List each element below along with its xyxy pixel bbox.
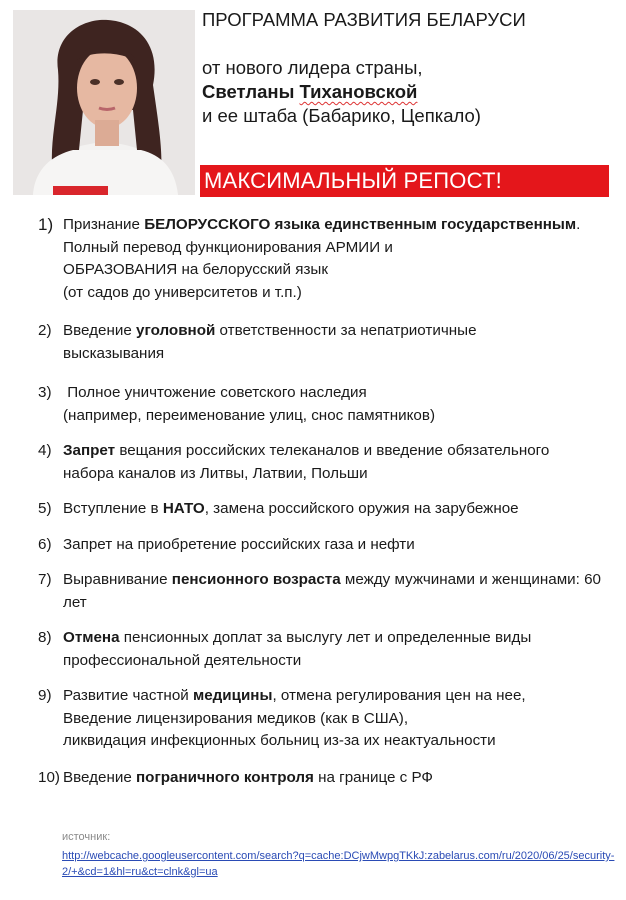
item-number: 9) xyxy=(38,687,52,704)
item-detail: (от садов до университетов и т.п.) xyxy=(63,283,302,301)
list-item xyxy=(38,534,623,557)
item-text: Запрет вещания российских телеканалов и введение обязательного набора каналов из Литвы, Латвии, Польши xyxy=(63,442,550,482)
item-detail: Введение лицензирования медиков (как в США), xyxy=(63,709,409,727)
item-detail: (например, переименование улиц, снос памятников) xyxy=(63,406,436,424)
list-item xyxy=(38,382,623,427)
list-item xyxy=(38,767,623,790)
subtitle-line3: и ее штаба (Бабарико, Цепкало) xyxy=(202,105,481,126)
item-text: Запрет на приобретение российских газа и нефти xyxy=(63,535,415,553)
item-number: 6) xyxy=(38,535,52,553)
portrait-photo xyxy=(13,10,195,195)
item-number: 8) xyxy=(38,629,52,646)
program-list xyxy=(38,214,623,789)
portrait-illustration xyxy=(13,10,195,195)
leader-last-name: Тихановской xyxy=(299,81,418,102)
list-item xyxy=(38,320,623,365)
item-text: Вступление в НАТО, замена российского оружия на зарубежное xyxy=(63,500,519,517)
source-link[interactable]: http://webcache.googleusercontent.com/search?q=cache:DCjwMwpgTKkJ:zabelarus.com/ru/2020/06/25/security-2/+&cd=1&hl=ru&ct=clnk&gl=ua xyxy=(62,850,615,878)
page-title: ПРОГРАММА РАЗВИТИЯ БЕЛАРУСИ xyxy=(202,9,526,30)
item-text: Отмена пенсионных доплат за выслугу лет и определенные виды профессиональной деятельности xyxy=(63,629,532,669)
item-number: 2) xyxy=(38,322,52,339)
repost-banner: МАКСИМАЛЬНЫЙ РЕПОСТ! xyxy=(200,165,609,197)
list-item xyxy=(38,498,623,521)
item-number: 4) xyxy=(38,442,52,459)
list-item xyxy=(38,440,623,485)
item-number: 7) xyxy=(38,571,52,588)
item-detail: Полный перевод функционирования АРМИИ и ОБРАЗОВАНИЯ на белорусский язык xyxy=(63,238,393,278)
item-text: Введение пограничного контроля на границе с РФ xyxy=(63,768,433,786)
item-text: Признание БЕЛОРУССКОГО языка единственным государственным. xyxy=(63,216,581,233)
list-item xyxy=(38,685,623,753)
item-text: Полное уничтожение советского наследия xyxy=(63,384,367,401)
item-number: 3) xyxy=(38,384,52,401)
item-text: Введение уголовной ответственности за непатриотичные высказывания xyxy=(63,322,477,362)
item-number: 5) xyxy=(38,500,52,517)
item-text: Выравнивание пенсионного возраста между мужчинами и женщинами: 60 лет xyxy=(63,571,601,611)
leader-first-name: Светланы xyxy=(202,81,295,102)
item-text: Развитие частной медицины, отмена регулирования цен на нее, xyxy=(63,687,526,704)
leader-name xyxy=(202,80,612,104)
subtitle-line1: от нового лидера страны, xyxy=(202,57,423,78)
item-detail: ликвидация инфекционных больниц из-за их неактуальности xyxy=(63,732,496,749)
list-item xyxy=(38,627,623,672)
header xyxy=(202,8,612,128)
item-number: 1) xyxy=(38,215,54,234)
list-item xyxy=(38,214,623,304)
list-item xyxy=(38,569,623,614)
item-number: 10) xyxy=(38,768,60,786)
source-label: источник: xyxy=(62,831,111,843)
